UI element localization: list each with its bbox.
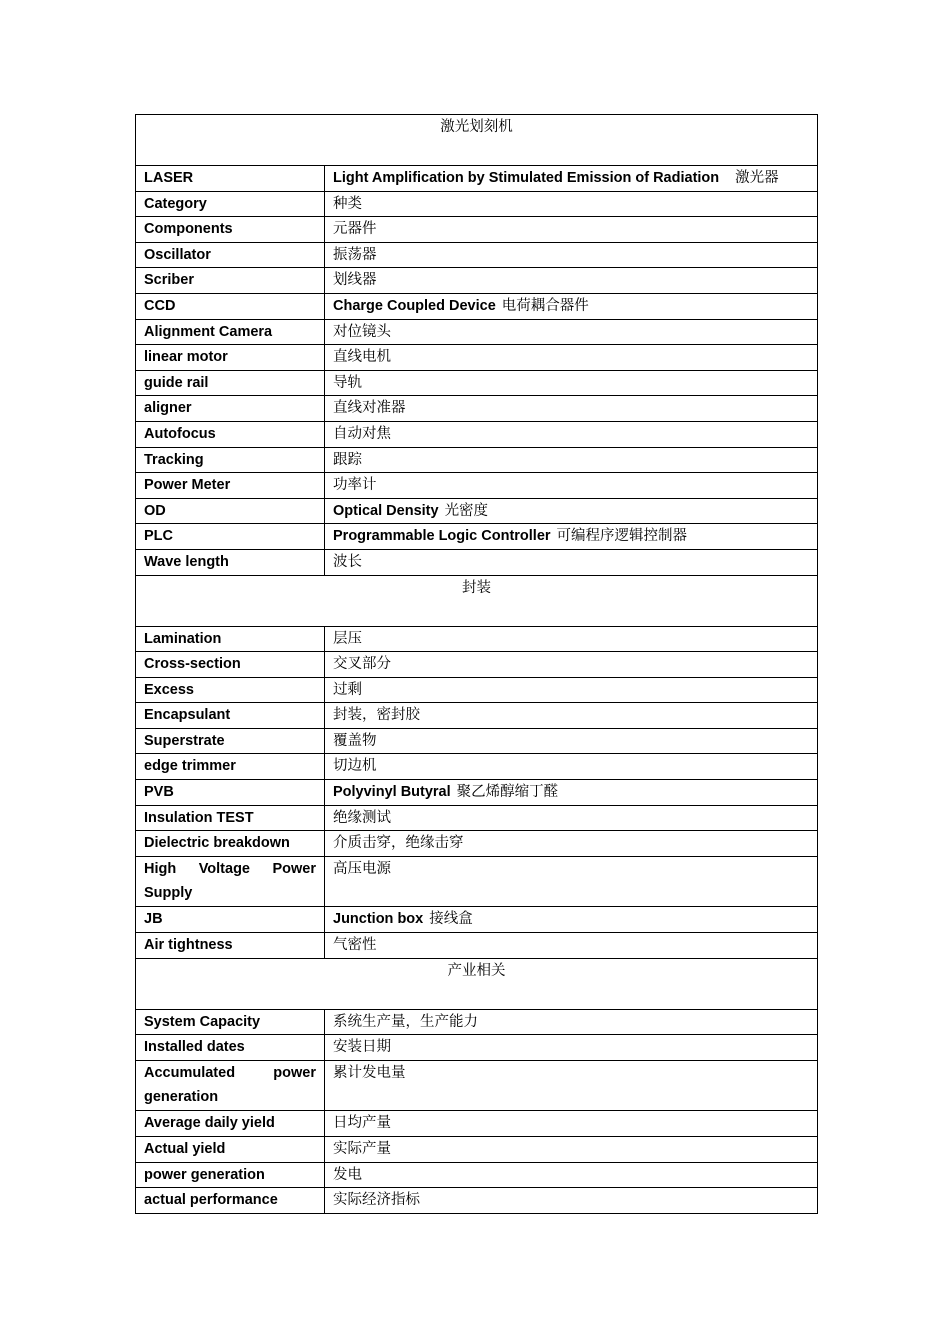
section-header-row — [136, 575, 818, 626]
definition-cell — [325, 805, 818, 831]
chinese-translation: 发电 — [333, 1166, 362, 1183]
term-cell: linear motor — [136, 345, 325, 371]
term-cell: Category — [136, 191, 325, 217]
term-cell: Lamination — [136, 626, 325, 652]
term-cell: Oscillator — [136, 242, 325, 268]
term-cell: Installed dates — [136, 1035, 325, 1061]
term-cell: Alignment Camera — [136, 319, 325, 345]
chinese-translation: 接线盒 — [429, 911, 473, 928]
table-row — [136, 268, 818, 294]
table-row — [136, 293, 818, 319]
definition-cell — [325, 370, 818, 396]
english-expansion: Charge Coupled Device — [333, 297, 496, 314]
definition-cell — [325, 1111, 818, 1137]
definition-cell — [325, 677, 818, 703]
term-line: Accumulated power — [144, 1064, 316, 1081]
table-row — [136, 524, 818, 550]
term-cell: edge trimmer — [136, 754, 325, 780]
table-row — [136, 652, 818, 678]
section-header-row — [136, 115, 818, 166]
table-row — [136, 166, 818, 192]
chinese-translation: 交叉部分 — [333, 656, 391, 673]
table-row — [136, 370, 818, 396]
definition-cell — [325, 396, 818, 422]
chinese-translation: 可编程序逻辑控制器 — [556, 528, 688, 545]
definition-cell — [325, 293, 818, 319]
chinese-translation: 振荡器 — [333, 246, 377, 263]
table-row — [136, 319, 818, 345]
term-cell: Tracking — [136, 447, 325, 473]
definition-cell — [325, 217, 818, 243]
english-expansion: Junction box — [333, 911, 424, 928]
definition-cell — [325, 1162, 818, 1188]
term-cell: aligner — [136, 396, 325, 422]
definition-cell — [325, 345, 818, 371]
term-line: Supply — [144, 885, 193, 902]
term-cell: Dielectric breakdown — [136, 831, 325, 857]
definition-cell — [325, 524, 818, 550]
chinese-translation: 直线对准器 — [333, 400, 406, 417]
table-row — [136, 933, 818, 959]
table-row — [136, 805, 818, 831]
term-cell: CCD — [136, 293, 325, 319]
term-cell: Average daily yield — [136, 1111, 325, 1137]
definition-cell — [325, 1137, 818, 1163]
term-cell: power generation — [136, 1162, 325, 1188]
table-row — [136, 1162, 818, 1188]
glossary-table-body — [136, 115, 818, 1214]
chinese-translation: 波长 — [333, 553, 362, 570]
definition-cell — [325, 652, 818, 678]
table-row — [136, 447, 818, 473]
chinese-translation: 划线器 — [333, 272, 377, 289]
term-cell: Superstrate — [136, 728, 325, 754]
term-cell — [136, 856, 325, 907]
table-row — [136, 856, 818, 907]
table-row — [136, 421, 818, 447]
chinese-translation: 系统生产量，生产能力 — [333, 1013, 478, 1030]
chinese-translation: 光密度 — [444, 502, 489, 519]
table-row — [136, 754, 818, 780]
table-row — [136, 1111, 818, 1137]
definition-cell — [325, 1035, 818, 1061]
term-cell: Air tightness — [136, 933, 325, 959]
definition-cell — [325, 907, 818, 933]
definition-cell — [325, 703, 818, 729]
chinese-translation: 封装，密封胶 — [333, 707, 420, 724]
english-expansion: Light Amplification by Stimulated Emission of Radiation — [333, 170, 720, 186]
term-cell: OD — [136, 498, 325, 524]
term-cell: Actual yield — [136, 1137, 325, 1163]
chinese-translation: 导轨 — [333, 374, 362, 391]
term-cell: guide rail — [136, 370, 325, 396]
definition-cell — [325, 626, 818, 652]
chinese-translation: 元器件 — [333, 221, 377, 238]
term-cell: Insulation TEST — [136, 805, 325, 831]
chinese-translation: 过剩 — [333, 681, 362, 698]
definition-cell — [325, 473, 818, 499]
table-row — [136, 677, 818, 703]
section-title: 产业相关 — [136, 958, 818, 1009]
definition-cell — [325, 166, 818, 192]
chinese-translation: 介质击穿，绝缘击穿 — [333, 835, 464, 852]
term-cell: PVB — [136, 780, 325, 806]
table-row — [136, 217, 818, 243]
section-title: 激光划刻机 — [136, 115, 818, 166]
table-row — [136, 1060, 818, 1111]
chinese-translation: 聚乙烯醇缩丁醛 — [456, 784, 559, 801]
table-row — [136, 703, 818, 729]
chinese-translation: 激光器 — [735, 170, 779, 186]
term-cell: LASER — [136, 166, 325, 192]
table-row — [136, 396, 818, 422]
table-row — [136, 1188, 818, 1214]
section-header-row — [136, 958, 818, 1009]
term-cell: Excess — [136, 677, 325, 703]
table-row — [136, 242, 818, 268]
definition-cell — [325, 447, 818, 473]
chinese-translation: 实际经济指标 — [333, 1192, 420, 1209]
term-cell: Cross-section — [136, 652, 325, 678]
definition-cell — [325, 728, 818, 754]
term-cell: System Capacity — [136, 1009, 325, 1035]
chinese-translation: 种类 — [333, 195, 362, 212]
chinese-translation: 高压电源 — [333, 860, 391, 877]
definition-cell — [325, 1188, 818, 1214]
term-cell: Scriber — [136, 268, 325, 294]
term-cell: Autofocus — [136, 421, 325, 447]
chinese-translation: 直线电机 — [333, 349, 391, 366]
definition-cell — [325, 856, 818, 907]
table-row — [136, 831, 818, 857]
definition-cell — [325, 549, 818, 575]
table-row — [136, 907, 818, 933]
english-expansion: Optical Density — [333, 502, 439, 519]
chinese-translation: 累计发电量 — [333, 1064, 406, 1081]
term-cell: Wave length — [136, 549, 325, 575]
chinese-translation: 层压 — [333, 630, 362, 647]
chinese-translation: 日均产量 — [333, 1115, 391, 1132]
table-row — [136, 1035, 818, 1061]
chinese-translation: 切边机 — [333, 758, 377, 775]
definition-cell — [325, 831, 818, 857]
table-row — [136, 728, 818, 754]
chinese-translation: 对位镜头 — [333, 323, 391, 340]
term-cell: JB — [136, 907, 325, 933]
definition-cell — [325, 268, 818, 294]
chinese-translation: 电荷耦合器件 — [501, 297, 589, 314]
table-row — [136, 345, 818, 371]
chinese-translation: 覆盖物 — [333, 732, 377, 749]
definition-cell — [325, 754, 818, 780]
table-row — [136, 191, 818, 217]
table-row — [136, 473, 818, 499]
table-row — [136, 1137, 818, 1163]
table-row — [136, 626, 818, 652]
term-cell: Encapsulant — [136, 703, 325, 729]
term-cell: Power Meter — [136, 473, 325, 499]
english-expansion: Programmable Logic Controller — [333, 528, 551, 545]
chinese-translation: 绝缘测试 — [333, 809, 391, 826]
chinese-translation: 功率计 — [333, 477, 377, 494]
chinese-translation: 跟踪 — [333, 451, 362, 468]
definition-cell — [325, 780, 818, 806]
term-cell: PLC — [136, 524, 325, 550]
table-row — [136, 498, 818, 524]
term-cell — [136, 1060, 325, 1111]
chinese-translation: 实际产量 — [333, 1141, 391, 1157]
term-cell: Components — [136, 217, 325, 243]
english-expansion: Polyvinyl Butyral — [333, 784, 451, 801]
table-row — [136, 1009, 818, 1035]
definition-cell — [325, 1060, 818, 1111]
table-row — [136, 780, 818, 806]
definition-cell — [325, 242, 818, 268]
term-cell: actual performance — [136, 1188, 325, 1214]
definition-cell — [325, 319, 818, 345]
glossary-table — [135, 114, 818, 1214]
term-line: High Voltage Power — [144, 860, 316, 877]
chinese-translation: 气密性 — [333, 937, 377, 954]
definition-cell — [325, 933, 818, 959]
definition-cell — [325, 1009, 818, 1035]
definition-cell — [325, 498, 818, 524]
definition-cell — [325, 191, 818, 217]
term-line: generation — [144, 1089, 219, 1106]
table-row — [136, 549, 818, 575]
chinese-translation: 安装日期 — [333, 1039, 391, 1056]
chinese-translation: 自动对焦 — [333, 425, 391, 442]
section-title: 封装 — [136, 575, 818, 626]
definition-cell — [325, 421, 818, 447]
